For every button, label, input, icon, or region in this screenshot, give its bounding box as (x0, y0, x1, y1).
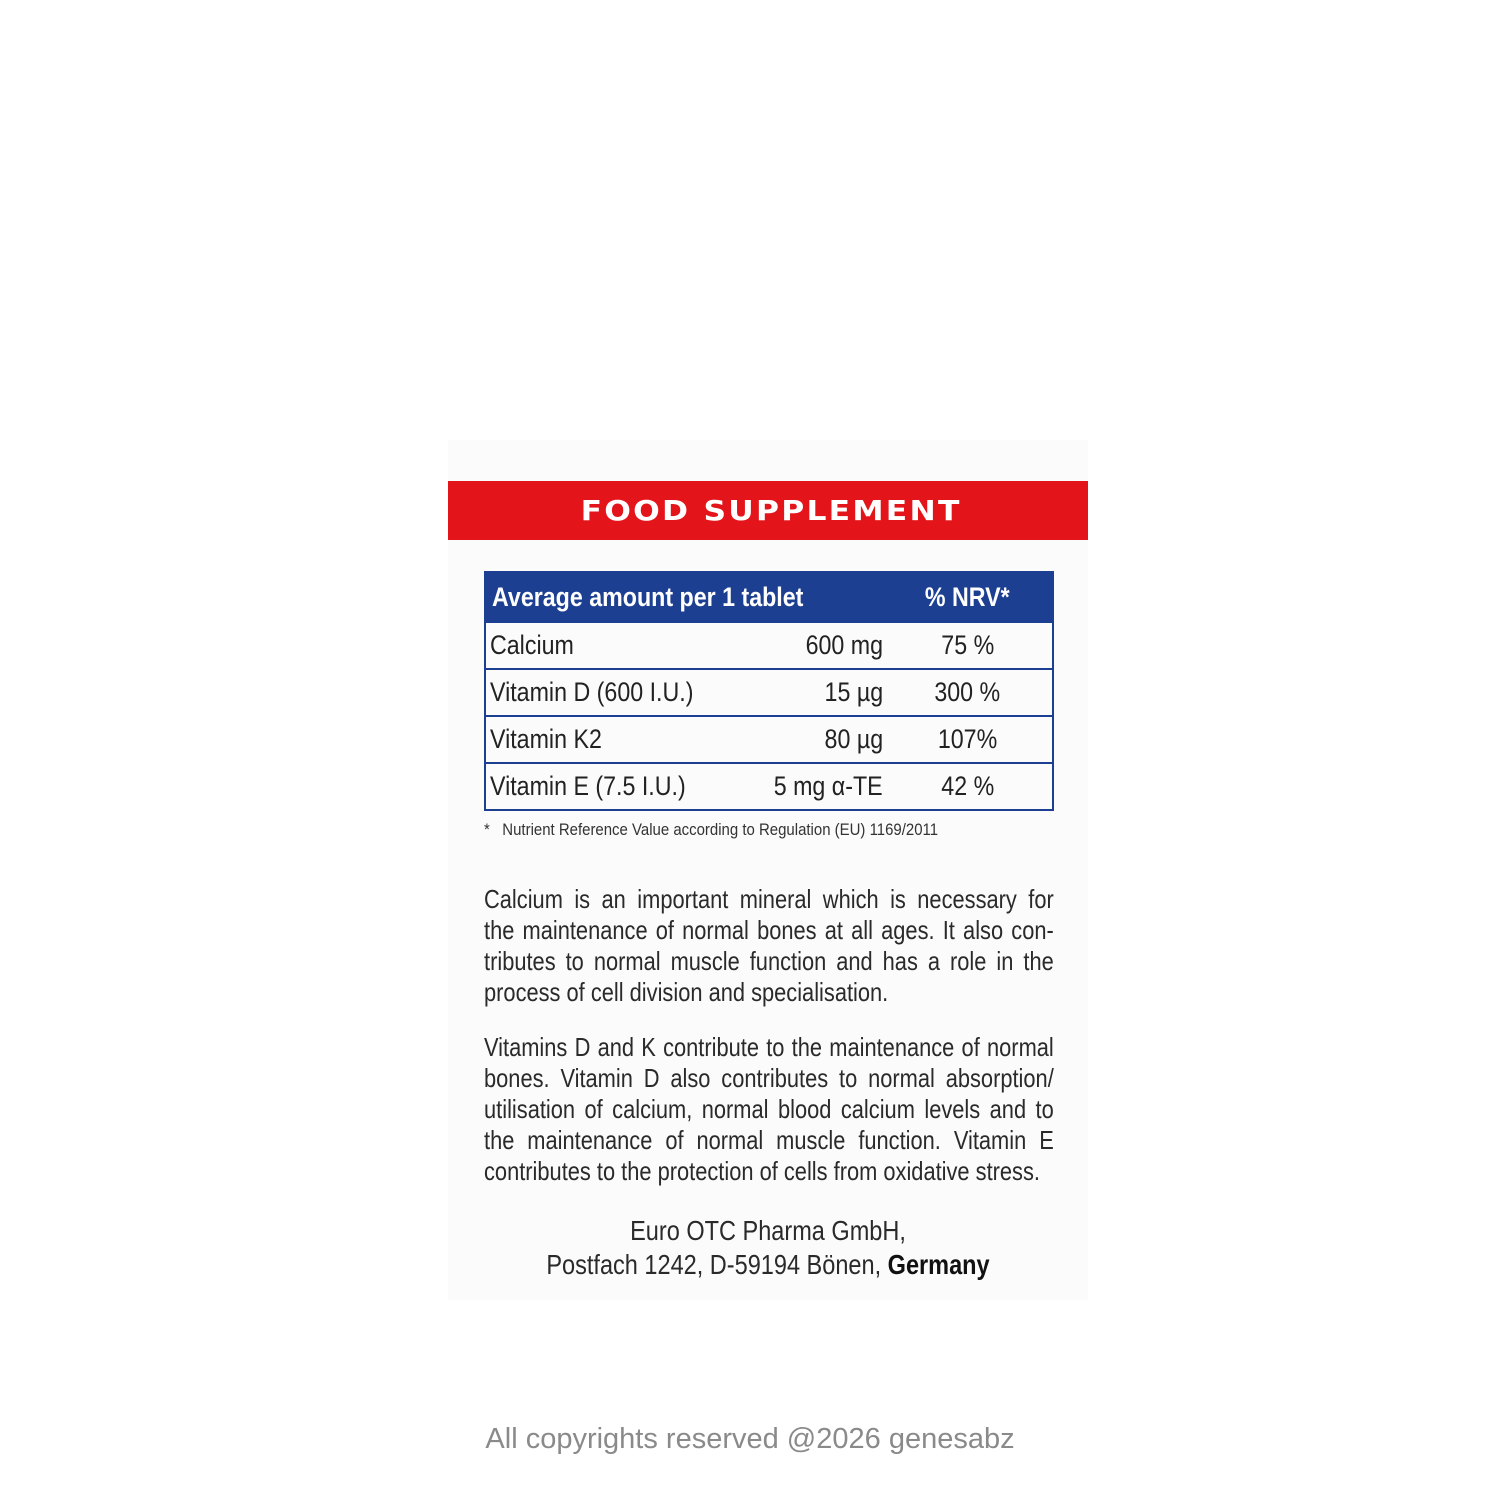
nutrient-nrv: 300 % (883, 669, 1053, 716)
nutrient-nrv: 75 % (883, 622, 1053, 669)
table-row (485, 622, 1053, 669)
nutrient-amount: 15 µg (739, 669, 883, 716)
description-line: utilisation of calcium, normal blood calcium levels and to (484, 1094, 1054, 1124)
nutrition-table (484, 571, 1054, 811)
description-line: tributes to normal muscle function and has a role in the (484, 946, 1054, 976)
country: Germany (887, 1249, 990, 1280)
header-average-amount: Average amount per 1 tablet (485, 572, 883, 622)
banner-title: FOOD SUPPLEMENT (580, 494, 962, 527)
nutrient-name: Vitamin K2 (485, 716, 739, 763)
food-supplement-banner (448, 481, 1088, 540)
vitamins-description (484, 1032, 1054, 1187)
description-line: contributes to the protection of cells from oxidative stress. (484, 1156, 1040, 1186)
company-name: Euro OTC Pharma GmbH, (630, 1215, 906, 1246)
header-nrv: % NRV* (883, 572, 1053, 622)
calcium-description (484, 884, 1054, 1008)
nutrient-name: Vitamin E (7.5 I.U.) (485, 763, 739, 810)
nutrient-amount: 80 µg (739, 716, 883, 763)
description-line: bones. Vitamin D also contributes to normal absorption/ (484, 1063, 1054, 1093)
nutrient-name: Calcium (485, 622, 739, 669)
street-address: Postfach 1242, D-59194 Bönen, (546, 1249, 882, 1280)
manufacturer-address (448, 1214, 1088, 1282)
table-row (485, 716, 1053, 763)
nutrient-amount: 5 mg α-TE (739, 763, 883, 810)
supplement-label (448, 440, 1088, 1300)
nutrient-name: Vitamin D (600 I.U.) (485, 669, 739, 716)
table-row (485, 763, 1053, 810)
description-line: process of cell division and specialisation. (484, 977, 889, 1007)
description-line: Calcium is an important mineral which is necessary for (484, 884, 1054, 914)
table-header-row (485, 572, 1053, 622)
nutrient-amount: 600 mg (739, 622, 883, 669)
table-row (485, 669, 1053, 716)
description-line: Vitamins D and K contribute to the maintenance of normal (484, 1032, 1054, 1062)
footnote-marker: * (484, 820, 490, 839)
footnote-text: Nutrient Reference Value according to Regulation (EU) 1169/2011 (502, 820, 939, 839)
nrv-footnote (484, 820, 1000, 840)
nutrient-nrv: 42 % (883, 763, 1053, 810)
copyright-notice: All copyrights reserved @2026 genesabz (485, 1423, 1015, 1455)
description-line: the maintenance of normal muscle function. Vitamin E (484, 1125, 1054, 1155)
address-line (499, 1248, 1037, 1282)
description-line: the maintenance of normal bones at all ages. It also con- (484, 915, 1054, 945)
nutrient-nrv: 107% (883, 716, 1053, 763)
